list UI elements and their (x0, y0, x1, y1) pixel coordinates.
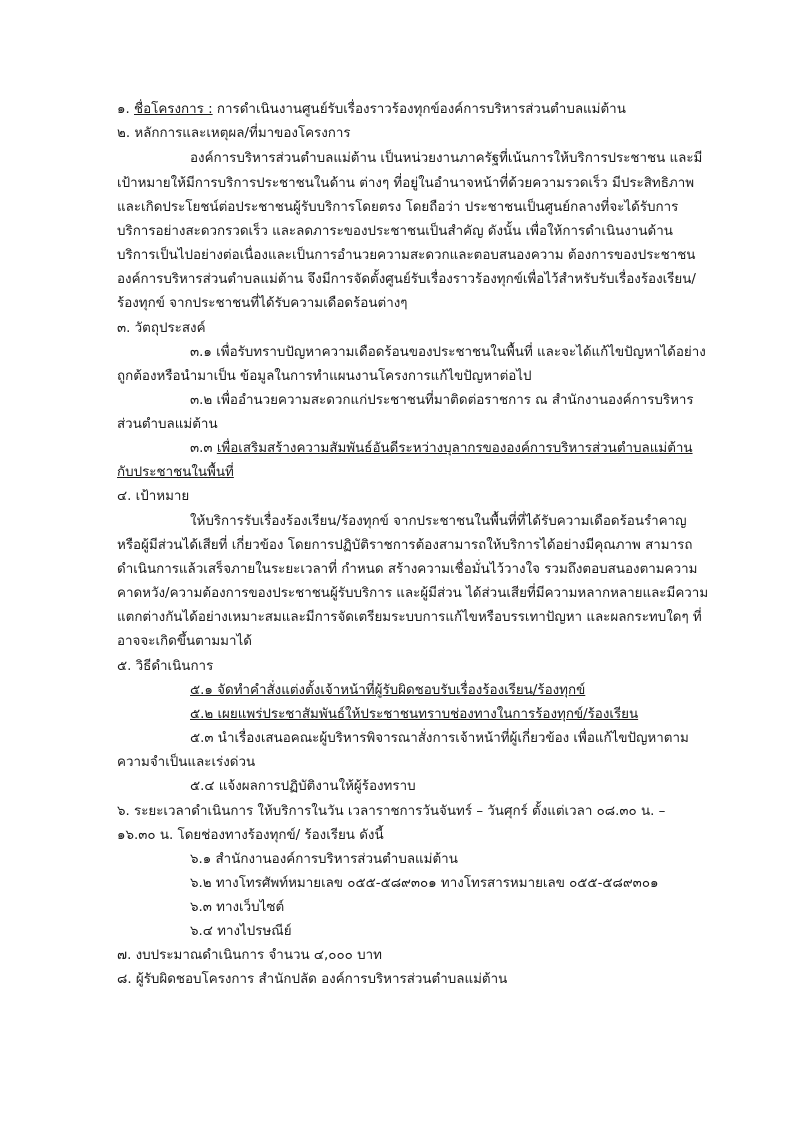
channel-6-3: ๖.๓ ทางเว็บไซต์ (190, 900, 285, 915)
duration-line: ๖. ระยะเวลาดำเนินการ ให้บริการในวัน เวลาราชการวันจันทร์ – วันศุกร์ ตั้งแต่เวลา ๐๘.๓๐ น. – (117, 804, 666, 819)
paragraph-line: อาจจะเกิดขึ้นตามมาได้ (117, 634, 252, 649)
paragraph-line: องค์การบริหารส่วนตำบลแม่ต้าน จึงมีการจัดตั้งศูนย์รับเรื่องราวร้องทุกข์เพื่อไว้สำหรับรับเรื่องร้องเรียน/ (117, 272, 696, 287)
paragraph-line: ให้บริการรับเรื่องร้องเรียน/ร้องทุกข์ จากประชาชนในพื้นที่ที่ได้รับความเดือดร้อนรำคาญ (190, 514, 687, 529)
paragraph-line: บริการอย่างสะดวกรวดเร็ว และลดภาระของประชาชนเป็นสำคัญ ดังนั้น เพื่อให้การดำเนินงานด้าน (117, 224, 673, 239)
project-name: การดำเนินงานศูนย์รับเรื่องราวร้องทุกข์องค์การบริหารส่วนตำบลแม่ต้าน (216, 102, 626, 117)
paragraph-line: เป้าหมายให้มีการบริการประชาชนในด้าน ต่างๆ ที่อยู่ในอำนาจหน้าที่ด้วยความรวดเร็ว มีประสิทธิภาพ (117, 176, 695, 191)
responsible-line: ๘. ผู้รับผิดชอบโครงการ สำนักปลัด องค์การบริหารส่วนตำบลแม่ต้าน (117, 972, 508, 987)
paragraph-line: ร้องทุกข์ จากประชาชนที่ได้รับความเดือดร้อนต่างๆ (117, 296, 408, 311)
objective-3-2-line: ๓.๒ เพื่ออำนวยความสะดวกแก่ประชาชนที่มาติดต่อราชการ ณ สำนักงานองค์การบริหาร (190, 393, 694, 408)
paragraph-line: บริการเป็นไปอย่างต่อเนื่องและเป็นการอำนวยความสะดวกและตอบสนองความ ต้องการของประชาชน (117, 248, 696, 263)
objective-3-1-line: ถูกต้องหรือนำมาเป็น ข้อมูลในการทำแผนงานโครงการแก้ไขปัญหาต่อไป (117, 369, 532, 384)
objective-3-3-line: กับประชาชนในพื้นที่ (117, 465, 234, 480)
channel-6-1: ๖.๑ สำนักงานองค์การบริหารส่วนตำบลแม่ต้าน (190, 852, 458, 867)
objective-3-3-line (190, 440, 693, 458)
paragraph-line: คาดหวัง/ความต้องการของประชาชนผู้รับบริการ และผู้มีส่วน ได้ส่วนเสียที่มีความหลากหลายและมีความ (117, 586, 709, 601)
paragraph-line: ดำเนินการแล้วเสร็จภายในระยะเวลาที่ กำหนด สร้างความเชื่อมั่นไว้วางใจ รวมถึงตอบสนองตามความ (117, 562, 698, 577)
method-5-2: ๕.๒ เผยแพร่ประชาสัมพันธ์ให้ประชาชนทราบช่องทางในการร้องทุกข์/ร้องเรียน (190, 707, 639, 722)
objective-text: เพื่อเสริมสร้างความสัมพันธ์อันดีระหว่างบุลากรขององค์การบริหารส่วนตำบลแม่ต้าน (216, 441, 693, 456)
section-heading-method: ๕. วิธีดำเนินการ (117, 659, 214, 674)
project-name-label: ชื่อโครงการ : (134, 102, 213, 117)
section-number: ๑. (117, 102, 130, 117)
objective-number: ๓.๓ (190, 441, 217, 456)
section-heading-objectives: ๓. วัตถุประสงค์ (117, 321, 206, 336)
paragraph-line: หรือผู้มีส่วนได้เสียที่ เกี่ยวข้อง โดยการปฏิบัติราชการต้องสามารถให้บริการได้อย่างมีคุณภาพ สามารถ (117, 538, 693, 553)
method-5-3-line: ความจำเป็นและเร่งด่วน (117, 755, 256, 770)
paragraph-line: และเกิดประโยชน์ต่อประชาชนผู้รับบริการโดยตรง โดยถือว่า ประชาชนเป็นศูนย์กลางที่จะได้รับการ (117, 200, 679, 215)
budget-line: ๗. งบประมาณดำเนินการ จำนวน ๔,๐๐๐ บาท (117, 948, 382, 963)
paragraph-line: องค์การบริหารส่วนตำบลแม่ต้าน เป็นหน่วยงานภาครัฐที่เน้นการให้บริการประชาชน และมี (190, 151, 703, 166)
method-5-4: ๕.๔ แจ้งผลการปฏิบัติงานให้ผู้ร้องทราบ (190, 779, 416, 794)
paragraph-line: แตกต่างกันได้อย่างเหมาะสมและมีการจัดเตรียมระบบการแก้ไขหรือบรรเทาปัญหา และผลกระทบใดๆ ที่ (117, 610, 702, 625)
method-5-1: ๕.๑ จัดทำคำสั่งแต่งตั้งเจ้าหน้าที่ผู้รับผิดชอบรับเรื่องร้องเรียน/ร้องทุกข์ (190, 683, 586, 698)
channel-6-4: ๖.๔ ทางไปรษณีย์ (190, 924, 292, 939)
project-name-line (117, 101, 626, 119)
objective-3-2-line: ส่วนตำบลแม่ต้าน (117, 417, 218, 432)
section-heading-target: ๔. เป้าหมาย (117, 489, 190, 504)
section-heading-rationale: ๒. หลักการและเหตุผล/ที่มาของโครงการ (117, 126, 351, 141)
channel-6-2: ๖.๒ ทางโทรศัพท์หมายเลข ๐๕๕-๕๘๙๓๐๑ ทางโทรสารหมายเลข ๐๕๕-๕๘๙๓๐๑ (190, 876, 659, 891)
duration-line: ๑๖.๓๐ น. โดยช่องทางร้องทุกข์/ ร้องเรียน ดังนี้ (117, 828, 384, 843)
objective-3-1-line: ๓.๑ เพื่อรับทราบปัญหาความเดือดร้อนของประชาชนในพื้นที่ และจะได้แก้ไขปัญหาได้อย่าง (190, 345, 706, 360)
method-5-3-line: ๕.๓ นำเรื่องเสนอคณะผู้บริหารพิจารณาสั่งการเจ้าหน้าที่ผู้เกี่ยวข้อง เพื่อแก้ไขปัญหาตาม (190, 731, 689, 746)
